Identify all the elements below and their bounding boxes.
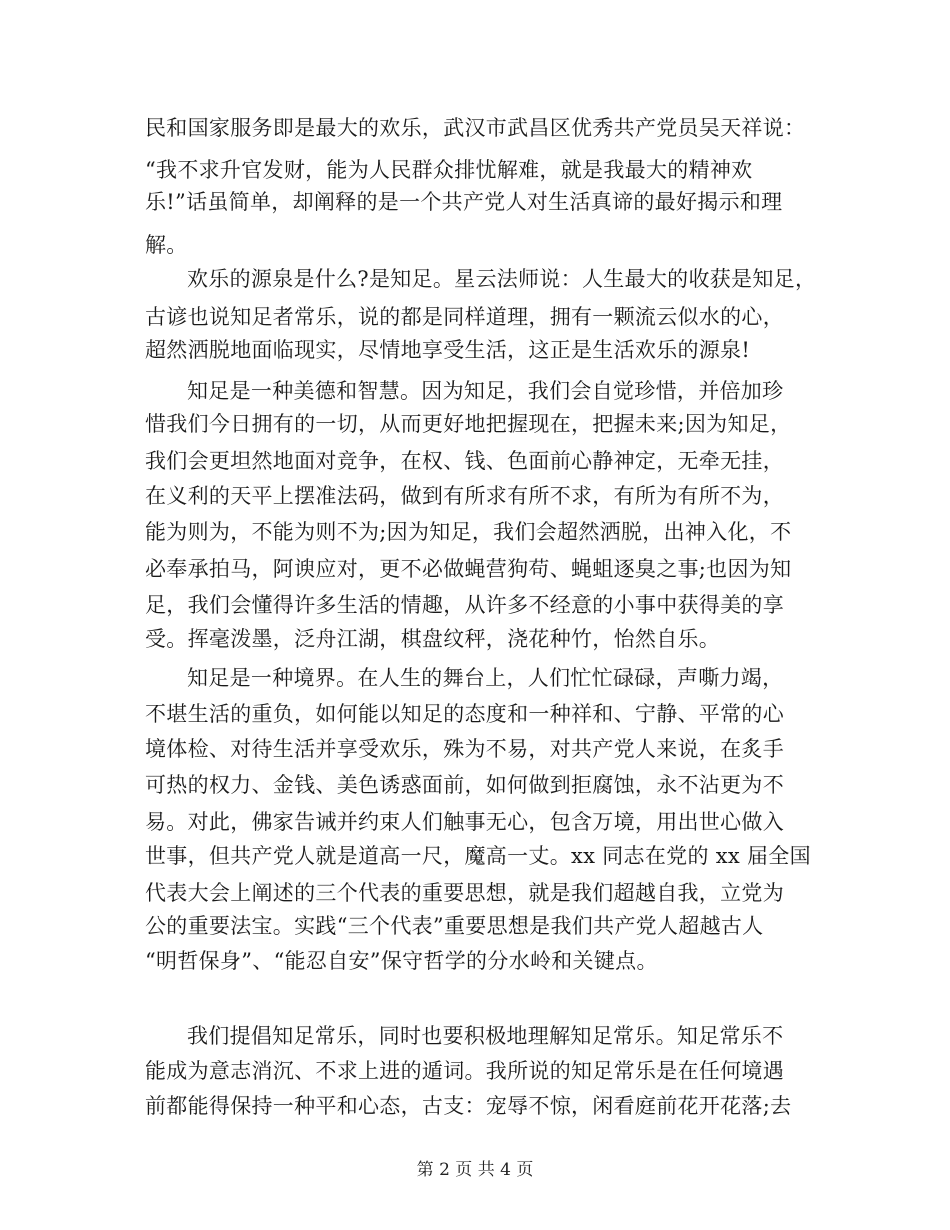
paragraph-line: 足，我们会懂得许多生活的情趣，从许多不经意的小事中获得美的享 (145, 593, 784, 617)
paragraph-line: 受。挥毫泼墨，泛舟江湖，棋盘纹秤，浇花种竹，怡然自乐。 (145, 627, 721, 651)
paragraph-line: 民和国家服务即是最大的欢乐，武汉市武昌区优秀共产党员吴天祥说： (145, 116, 806, 140)
paragraph-line: 知足是一种境界。在人生的舞台上，人们忙忙碌碌，声嘶力竭， (187, 666, 784, 690)
paragraph-line: 可热的权力、金钱、美色诱惑面前，如何做到拒腐蚀，永不沾更为不 (145, 773, 784, 797)
paragraph-line: 公的重要法宝。实践“三个代表”重要思想是我们共产党人超越古人 (145, 914, 764, 938)
paragraph-line: 代表大会上阐述的三个代表的重要思想，就是我们超越自我，立党为 (145, 881, 784, 905)
paragraph-line: 必奉承拍马，阿谀应对，更不必做蝇营狗苟、蝇蛆逐臭之事;也因为知 (145, 557, 792, 581)
paragraph-line: 不堪生活的重负，如何能以知足的态度和一种祥和、宁静、平常的心 (145, 702, 784, 726)
paragraph-line: 境体检、对待生活并享受欢乐，殊为不易，对共产党人来说，在炙手 (145, 737, 784, 761)
paragraph-line: 解。 (145, 233, 188, 257)
paragraph-line: 乐!”话虽简单，却阐释的是一个共产党人对生活真谛的最好揭示和理 (145, 190, 783, 214)
paragraph-line: “我不求升官发财，能为人民群众排忧解难，就是我最大的精神欢 (145, 158, 753, 182)
paragraph-line: 易。对此，佛家告诫并约束人们触事无心，包含万境，用出世心做入 (145, 810, 784, 834)
paragraph-line: 能成为意志消沉、不求上进的遁词。我所说的知足常乐是在任何境遇 (145, 1059, 784, 1083)
paragraph-line: 能为则为，不能为则不为;因为知足，我们会超然洒脱，出神入化，不 (145, 520, 792, 544)
paragraph-line: 世事，但共产党人就是道高一尺，魔高一丈。xx 同志在党的 xx 届全国 (145, 844, 811, 868)
paragraph-line: 欢乐的源泉是什么?是知足。星云法师说：人生最大的收获是知足， (187, 267, 817, 291)
paragraph-line: 古谚也说知足者常乐，说的都是同样道理，拥有一颗流云似水的心， (145, 305, 784, 329)
paragraph-line: “明哲保身”、“能忍自安”保守哲学的分水岭和关键点。 (145, 949, 658, 973)
page-number-footer: 第 2 页 共 4 页 (416, 1160, 534, 1180)
paragraph-line: 我们会更坦然地面对竞争，在权、钱、色面前心静神定，无牵无挂， (145, 449, 784, 473)
paragraph-line: 惜我们今日拥有的一切，从而更好地把握现在，把握未来;因为知足， (145, 412, 792, 436)
paragraph-line: 我们提倡知足常乐，同时也要积极地理解知足常乐。知足常乐不 (187, 1024, 784, 1048)
paragraph-line: 超然洒脱地面临现实，尽情地享受生活，这正是生活欢乐的源泉! (145, 338, 751, 362)
paragraph-line: 前都能得保持一种平和心态，古支：宠辱不惊，闲看庭前花开花落;去 (145, 1094, 792, 1118)
paragraph-line: 知足是一种美德和智慧。因为知足，我们会自觉珍惜，并倍加珍 (187, 379, 784, 403)
paragraph-line: 在义利的天平上摆准法码，做到有所求有所不求，有所为有所不为， (145, 484, 784, 508)
